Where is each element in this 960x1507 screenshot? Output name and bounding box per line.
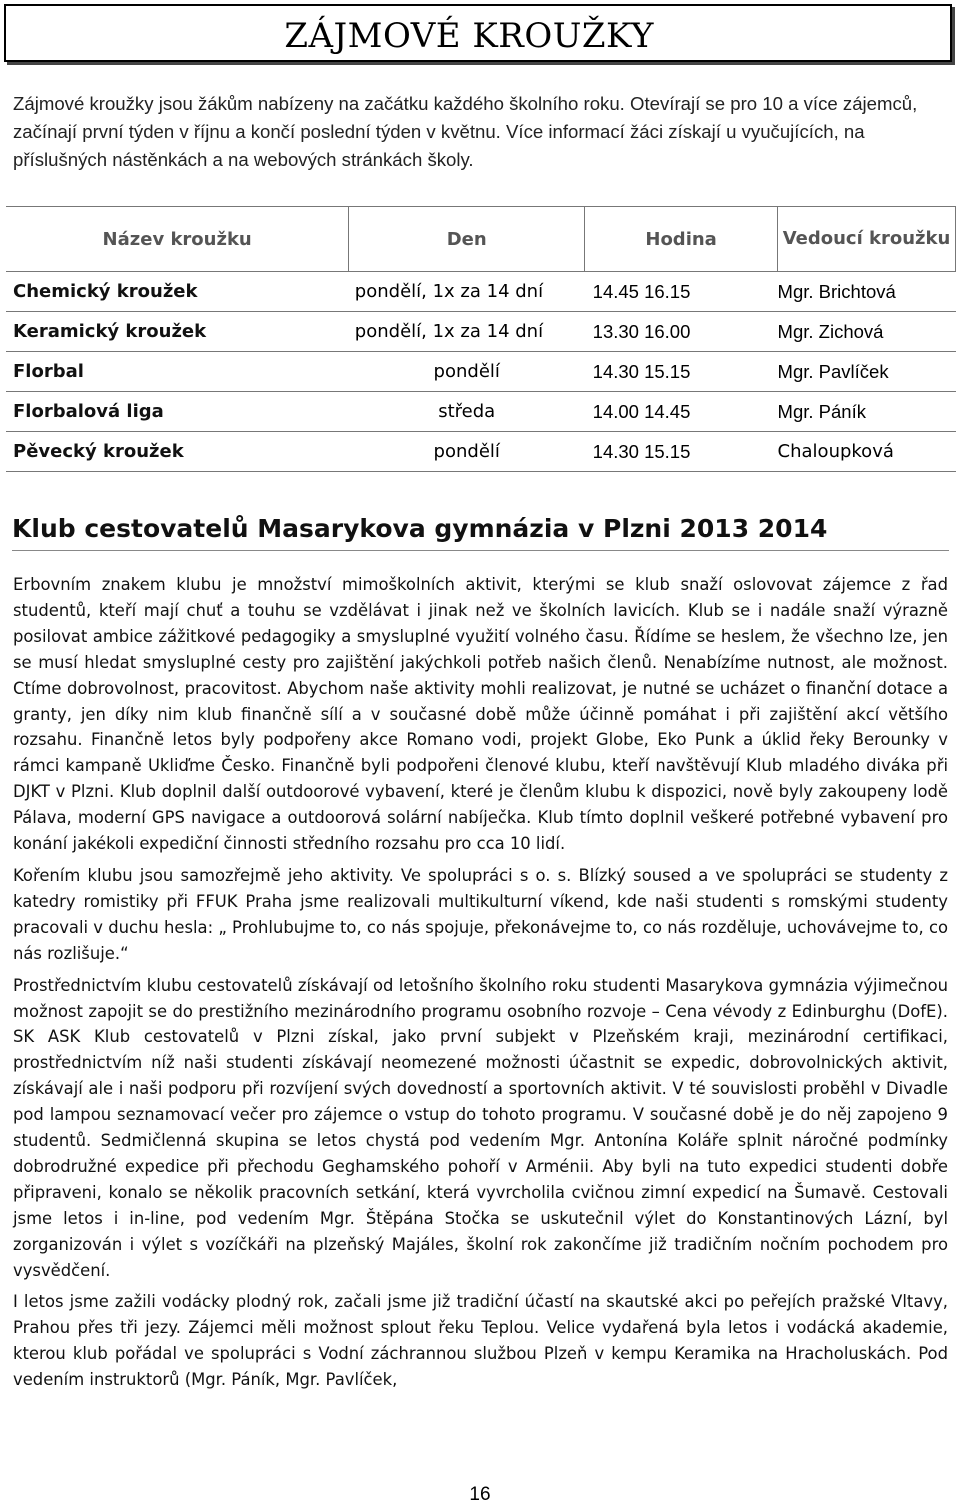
table-row — [6, 312, 956, 352]
table-row — [6, 272, 956, 312]
title-box — [4, 4, 952, 62]
circle-leader: Mgr. Pavlíček — [778, 352, 956, 392]
table-row — [6, 392, 956, 432]
circle-name: Keramický kroužek — [6, 312, 349, 352]
table-row — [6, 352, 956, 392]
circle-time: 14.30 15.15 — [585, 352, 778, 392]
circle-leader: Mgr. Páník — [778, 392, 956, 432]
circle-time: 13.30 16.00 — [585, 312, 778, 352]
circle-day: pondělí — [349, 432, 585, 472]
header-day: Den — [349, 207, 585, 272]
circle-day: pondělí — [349, 352, 585, 392]
circle-leader: Mgr. Zichová — [778, 312, 956, 352]
table-row — [6, 432, 956, 472]
circle-day: pondělí, 1x za 14 dní — [349, 272, 585, 312]
circle-day: pondělí, 1x za 14 dní — [349, 312, 585, 352]
circle-day: středa — [349, 392, 585, 432]
club-heading: Klub cestovatelů Masarykova gymnázia v Plzni 2013 2014 — [12, 514, 949, 551]
header-name: Název kroužku — [6, 207, 349, 272]
circle-name: Chemický kroužek — [6, 272, 349, 312]
circle-leader: Mgr. Brichtová — [778, 272, 956, 312]
intro-paragraph: Zájmové kroužky jsou žákům nabízeny na začátku každého školního roku. Otevírají se pro 10 a více zájemců, začínají první týden v říjnu a končí poslední týden v květnu. Více informací žáci získají u vyučujících, na příslušných nástěnkách a na webových stránkách školy. — [13, 93, 918, 170]
circle-time: 14.00 14.45 — [585, 392, 778, 432]
club-paragraph: Erbovním znakem klubu je množství mimoškolních aktivit, kterými se klub snaží oslovovat zájemce z řad studentů, kteří mají chuť a touhu se vzdělávat i jinak než ve školních lavicích. Klub se i nadále snaží výrazně posilovat ambice zážitkové pedagogiky a smysluplné využití volného času. Řídíme se heslem, že všechno lze, jen se musí hledat smysluplné cesty pro zajištění jakýchkoli potřeb našich členů. Nenabízíme nutnost, ale možnost. Ctíme dobrovolnost, pracovitost. Abychom naše aktivity mohli realizovat, je nutné se ucházet o finanční dotace a granty, jen díky nim klub finančně sílí a v současné době může účinně pomáhat i při zajištění akcí většího rozsahu. Finančně letos byly podpořeny akce Romano vodi, projekt Globe, Eko Punk a úklid řeky Berounky v rámci kampaně Ukliďme Česko. Finančně byli podpořeni členové klubu, kteří navštěvují Klub mladého diváka při DJKT v Plzni. Klub doplnil další outdoorové vybavení, které je členům klubu k dispozici, nově byly zakoupeny lodě Pálava, moderní GPS navigace a outdoorová solární nabíječka. Klub tímto doplnil veškeré potřebné vybavení pro konání jakékoli expediční činnosti středního rozsahu pro cca 10 lidí. — [13, 575, 948, 854]
circle-name: Florbal — [6, 352, 349, 392]
circle-time: 14.30 15.15 — [585, 432, 778, 472]
header-time: Hodina — [585, 207, 778, 272]
circles-table — [6, 206, 956, 472]
circle-time: 14.45 16.15 — [585, 272, 778, 312]
page-title: ZÁJMOVÉ KROUŽKY — [284, 16, 654, 56]
club-paragraph: Prostřednictvím klubu cestovatelů získávají od letošního školního roku studenti Masarykova gymnázia výjimečnou možnost zapojit se do prestižního mezinárodního programu osobního rozvoje – Cena vévody z Edinburghu (DofE). SK ASK Klub cestovatelů v Plzni získal, jako první subjekt v Plzeňském kraji, mezinárodní certifikaci, prostřednictvím níž naši studenti získávají neomezené možnosti účastnit se expedic, dobrovolnických aktivit, získávají ale i naši podporu při rozvíjení svých dovedností a sportovních aktivit. V té souvislosti proběhl v Divadle pod lampou seznamovací večer pro zájemce o vstup do tohoto programu. V současné době je do něj zapojeno 9 studentů. Sedmičlenná skupina se letos chystá pod vedením Mgr. Antonína Koláře splnit náročné podmínky dobrodružné expedice při přechodu Geghamského pohoří v Arménii. Aby byli na tuto expedici studenti dobře připraveni, konalo se několik pracovních setkání, která vyvrcholila cvičnou zimní expedicí na Šumavě. Cestovali jsme letos i in-line, pod vedením Mgr. Štěpána Stočka se uskutečnil výlet do Konstantinových Lázní, byl zorganizován i výlet s vozíčkáři na plzeňský Majáles, školní rok zakončíme již tradičním nočním pochodem pro vysvědčení. — [13, 975, 948, 1280]
header-leader: Vedoucí kroužku — [778, 207, 956, 272]
table-header-row — [6, 207, 956, 272]
circle-leader: Chaloupková — [778, 432, 956, 472]
club-article — [13, 572, 948, 1399]
circle-name: Pěvecký kroužek — [6, 432, 349, 472]
circle-name: Florbalová liga — [6, 392, 349, 432]
club-paragraph: Kořením klubu jsou samozřejmě jeho aktivity. Ve spolupráci s o. s. Blízký soused a ve spolupráci se studenty z katedry romistiky při FFUK Praha jsme realizovali multikulturní víkend, kde naši studenti s romskými studenty pracovali v duchu hesla: „ Prohlubujme to, co nás spojuje, překonávejme to, co nás rozděluje, uchovávejme to, co nás rozlišuje.“ — [13, 865, 948, 963]
club-paragraph: I letos jsme zažili vodácky plodný rok, začali jsme již tradiční účastí na skautské akci po peřejích pražské Vltavy, Prahou přes tři jezy. Zájemci měli možnost splout řeku Teplou. Velice vydařená byla letos i vodácká akademie, kterou klub pořádal ve spolupráci s Vodní záchrannou službou Plzeň v kempu Keramika na Hracholuskách. Pod vedením instruktorů (Mgr. Páník, Mgr. Pavlíček, — [13, 1292, 948, 1390]
page-number: 16 — [469, 1484, 491, 1505]
